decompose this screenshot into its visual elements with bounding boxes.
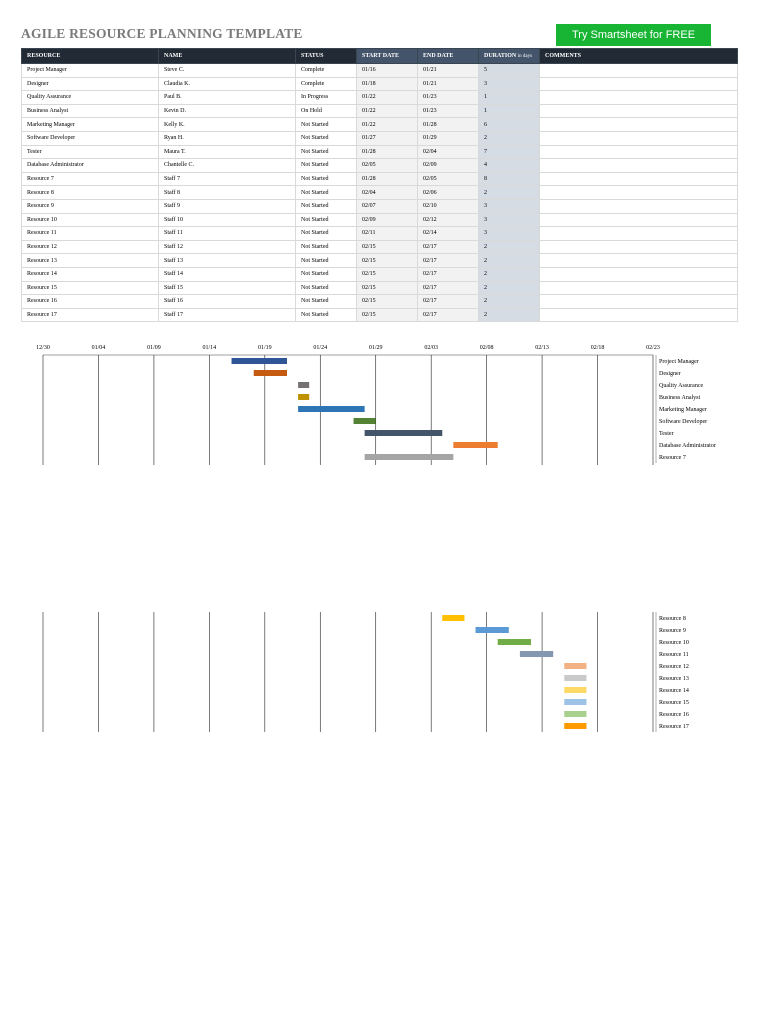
cell-resource: Resource 13 bbox=[22, 254, 159, 268]
cell-comments[interactable] bbox=[540, 254, 738, 268]
header-status: STATUS bbox=[296, 49, 357, 64]
gantt-bar bbox=[365, 430, 443, 436]
cell-end-date: 02/05 bbox=[418, 172, 479, 186]
cell-start-date: 02/15 bbox=[357, 295, 418, 309]
cell-end-date: 01/21 bbox=[418, 77, 479, 91]
cell-duration: 1 bbox=[479, 91, 540, 105]
cell-status: Not Started bbox=[296, 281, 357, 295]
table-body bbox=[22, 64, 738, 322]
cell-name: Staff 12 bbox=[159, 240, 296, 254]
header-resource: RESOURCE bbox=[22, 49, 159, 64]
table-row bbox=[22, 64, 738, 78]
cell-duration: 1 bbox=[479, 104, 540, 118]
gantt-bar bbox=[520, 651, 553, 657]
cell-name: Staff 10 bbox=[159, 213, 296, 227]
cell-start-date: 02/04 bbox=[357, 186, 418, 200]
header-end-date: END DATE bbox=[418, 49, 479, 64]
cell-status: Not Started bbox=[296, 199, 357, 213]
gantt-tick-label: 01/04 bbox=[91, 345, 106, 351]
cell-duration: 6 bbox=[479, 118, 540, 132]
cell-resource: Designer bbox=[22, 77, 159, 91]
gantt-bar-label: Resource 10 bbox=[659, 640, 689, 646]
cell-resource: Resource 9 bbox=[22, 199, 159, 213]
cell-status: Not Started bbox=[296, 295, 357, 309]
cell-duration: 3 bbox=[479, 199, 540, 213]
cell-end-date: 02/14 bbox=[418, 227, 479, 241]
cell-status: Not Started bbox=[296, 172, 357, 186]
gantt-top-svg bbox=[0, 340, 768, 475]
gantt-bar bbox=[354, 418, 376, 424]
table-row bbox=[22, 227, 738, 241]
gantt-tick-label: 01/24 bbox=[313, 345, 328, 351]
cell-resource: Resource 16 bbox=[22, 295, 159, 309]
cell-status: Not Started bbox=[296, 267, 357, 281]
cell-comments[interactable] bbox=[540, 64, 738, 78]
cell-name: Steve C. bbox=[159, 64, 296, 78]
cell-comments[interactable] bbox=[540, 172, 738, 186]
cell-end-date: 02/10 bbox=[418, 199, 479, 213]
gantt-tick-label: 01/14 bbox=[202, 345, 217, 351]
cell-name: Staff 8 bbox=[159, 186, 296, 200]
gantt-bar-label: Resource 9 bbox=[659, 628, 686, 634]
cell-end-date: 02/17 bbox=[418, 267, 479, 281]
gantt-bar bbox=[564, 675, 586, 681]
cell-duration: 2 bbox=[479, 254, 540, 268]
gantt-tick-label: 01/19 bbox=[257, 345, 272, 351]
gantt-bar-label: Marketing Manager bbox=[659, 407, 707, 413]
table-row bbox=[22, 131, 738, 145]
cell-name: Staff 14 bbox=[159, 267, 296, 281]
cell-duration: 4 bbox=[479, 159, 540, 173]
table-row bbox=[22, 145, 738, 159]
header-start-date: START DATE bbox=[357, 49, 418, 64]
cell-duration: 7 bbox=[479, 145, 540, 159]
gantt-tick-label: 02/03 bbox=[424, 345, 439, 351]
cell-duration: 2 bbox=[479, 131, 540, 145]
table-row bbox=[22, 213, 738, 227]
cell-end-date: 02/09 bbox=[418, 159, 479, 173]
cell-end-date: 01/28 bbox=[418, 118, 479, 132]
cell-comments[interactable] bbox=[540, 104, 738, 118]
cell-comments[interactable] bbox=[540, 308, 738, 322]
gantt-bar bbox=[564, 699, 586, 705]
cell-end-date: 02/06 bbox=[418, 186, 479, 200]
cell-comments[interactable] bbox=[540, 91, 738, 105]
gantt-bar-label: Project Manager bbox=[659, 359, 699, 365]
cell-status: Not Started bbox=[296, 159, 357, 173]
cell-name: Staff 9 bbox=[159, 199, 296, 213]
cell-start-date: 01/28 bbox=[357, 145, 418, 159]
table-row bbox=[22, 308, 738, 322]
cell-status: On Hold bbox=[296, 104, 357, 118]
table-row bbox=[22, 118, 738, 132]
cell-name: Staff 15 bbox=[159, 281, 296, 295]
gantt-bar bbox=[442, 615, 464, 621]
gantt-bar-label: Resource 11 bbox=[659, 652, 689, 658]
cell-name: Staff 11 bbox=[159, 227, 296, 241]
cell-resource: Resource 8 bbox=[22, 186, 159, 200]
cell-duration: 8 bbox=[479, 172, 540, 186]
cell-end-date: 01/23 bbox=[418, 91, 479, 105]
cell-status: Not Started bbox=[296, 213, 357, 227]
gantt-bar-label: Resource 7 bbox=[659, 455, 686, 461]
cell-resource: Resource 11 bbox=[22, 227, 159, 241]
cell-status: Complete bbox=[296, 64, 357, 78]
cell-start-date: 01/28 bbox=[357, 172, 418, 186]
gantt-bar bbox=[254, 370, 287, 376]
gantt-bar-label: Resource 16 bbox=[659, 712, 689, 718]
cell-duration: 2 bbox=[479, 295, 540, 309]
gantt-bar-label: Resource 12 bbox=[659, 664, 689, 670]
table-row bbox=[22, 77, 738, 91]
cell-resource: Business Analyst bbox=[22, 104, 159, 118]
gantt-bar bbox=[232, 358, 287, 364]
cell-resource: Project Manager bbox=[22, 64, 159, 78]
gantt-chart-bottom bbox=[0, 610, 768, 735]
cell-comments[interactable] bbox=[540, 118, 738, 132]
gantt-tick-label: 01/29 bbox=[368, 345, 383, 351]
cell-duration: 3 bbox=[479, 227, 540, 241]
gantt-bottom-svg bbox=[0, 610, 768, 735]
gantt-bar bbox=[564, 687, 586, 693]
cell-resource: Tester bbox=[22, 145, 159, 159]
header-duration-label: DURATION bbox=[484, 53, 517, 59]
cell-start-date: 02/09 bbox=[357, 213, 418, 227]
table-row bbox=[22, 199, 738, 213]
cell-resource: Marketing Manager bbox=[22, 118, 159, 132]
cell-resource: Resource 17 bbox=[22, 308, 159, 322]
cell-start-date: 02/15 bbox=[357, 267, 418, 281]
cell-resource: Resource 15 bbox=[22, 281, 159, 295]
cell-comments[interactable] bbox=[540, 213, 738, 227]
header-comments: COMMENTS bbox=[540, 49, 738, 64]
cell-start-date: 02/15 bbox=[357, 281, 418, 295]
gantt-bar-label: Software Developer bbox=[659, 419, 708, 425]
gantt-bar-label: Database Administrator bbox=[659, 443, 716, 449]
gantt-bar bbox=[298, 394, 309, 400]
cell-name: Staff 13 bbox=[159, 254, 296, 268]
cell-end-date: 02/04 bbox=[418, 145, 479, 159]
table-row bbox=[22, 186, 738, 200]
cell-duration: 3 bbox=[479, 77, 540, 91]
gantt-bar bbox=[564, 723, 586, 729]
cell-duration: 5 bbox=[479, 64, 540, 78]
gantt-bar-label: Resource 14 bbox=[659, 688, 689, 694]
cell-duration: 3 bbox=[479, 213, 540, 227]
cell-start-date: 02/05 bbox=[357, 159, 418, 173]
cell-end-date: 01/29 bbox=[418, 131, 479, 145]
cell-start-date: 01/16 bbox=[357, 64, 418, 78]
cell-start-date: 02/15 bbox=[357, 240, 418, 254]
gantt-bar-label: Business Analyst bbox=[659, 395, 701, 401]
cell-comments[interactable] bbox=[540, 227, 738, 241]
gantt-bar bbox=[453, 442, 497, 448]
cell-resource: Resource 10 bbox=[22, 213, 159, 227]
table-row bbox=[22, 267, 738, 281]
cell-status: Not Started bbox=[296, 145, 357, 159]
gantt-bar-label: Resource 17 bbox=[659, 724, 689, 730]
cell-name: Staff 17 bbox=[159, 308, 296, 322]
cell-comments[interactable] bbox=[540, 281, 738, 295]
cell-status: In Progress bbox=[296, 91, 357, 105]
cell-duration: 2 bbox=[479, 267, 540, 281]
cell-name: Paul B. bbox=[159, 91, 296, 105]
cell-name: Kevin D. bbox=[159, 104, 296, 118]
cell-end-date: 01/21 bbox=[418, 64, 479, 78]
cell-resource: Resource 14 bbox=[22, 267, 159, 281]
header-duration-unit: in days bbox=[517, 54, 533, 59]
page-title: AGILE RESOURCE PLANNING TEMPLATE bbox=[21, 26, 303, 41]
gantt-tick-label: 12/30 bbox=[36, 345, 50, 351]
table-row bbox=[22, 240, 738, 254]
cell-comments[interactable] bbox=[540, 77, 738, 91]
cell-start-date: 01/27 bbox=[357, 131, 418, 145]
gantt-tick-label: 02/23 bbox=[646, 345, 660, 351]
cell-duration: 2 bbox=[479, 308, 540, 322]
table-row bbox=[22, 281, 738, 295]
cell-comments[interactable] bbox=[540, 240, 738, 254]
cell-status: Not Started bbox=[296, 118, 357, 132]
cell-end-date: 02/17 bbox=[418, 281, 479, 295]
cell-resource: Software Developer bbox=[22, 131, 159, 145]
cell-end-date: 02/17 bbox=[418, 295, 479, 309]
cell-comments[interactable] bbox=[540, 145, 738, 159]
cell-status: Not Started bbox=[296, 131, 357, 145]
table-row bbox=[22, 254, 738, 268]
cell-start-date: 01/22 bbox=[357, 118, 418, 132]
cell-resource: Quality Assurance bbox=[22, 91, 159, 105]
gantt-chart-top bbox=[0, 340, 768, 475]
table-row bbox=[22, 295, 738, 309]
gantt-tick-label: 02/18 bbox=[590, 345, 605, 351]
cell-start-date: 01/22 bbox=[357, 91, 418, 105]
table-row bbox=[22, 104, 738, 118]
cell-start-date: 02/11 bbox=[357, 227, 418, 241]
cell-name: Staff 16 bbox=[159, 295, 296, 309]
table-row bbox=[22, 91, 738, 105]
cell-comments[interactable] bbox=[540, 295, 738, 309]
cell-status: Not Started bbox=[296, 308, 357, 322]
cell-end-date: 02/17 bbox=[418, 240, 479, 254]
header-name: NAME bbox=[159, 49, 296, 64]
cell-comments[interactable] bbox=[540, 267, 738, 281]
cell-duration: 2 bbox=[479, 281, 540, 295]
gantt-bar bbox=[498, 639, 531, 645]
cell-name: Ryan H. bbox=[159, 131, 296, 145]
cell-name: Staff 7 bbox=[159, 172, 296, 186]
gantt-bar bbox=[298, 382, 309, 388]
cell-end-date: 02/17 bbox=[418, 308, 479, 322]
resource-table bbox=[21, 48, 738, 322]
cell-end-date: 01/23 bbox=[418, 104, 479, 118]
cell-name: Maura T. bbox=[159, 145, 296, 159]
try-smartsheet-button[interactable]: Try Smartsheet for FREE bbox=[556, 24, 711, 46]
gantt-tick-label: 02/13 bbox=[535, 345, 549, 351]
gantt-tick-label: 01/09 bbox=[147, 345, 161, 351]
gantt-bar bbox=[564, 663, 586, 669]
cell-start-date: 02/15 bbox=[357, 254, 418, 268]
gantt-bar-label: Tester bbox=[659, 431, 674, 437]
cell-name: Claudia K. bbox=[159, 77, 296, 91]
cell-end-date: 02/12 bbox=[418, 213, 479, 227]
cell-duration: 2 bbox=[479, 240, 540, 254]
cell-start-date: 01/22 bbox=[357, 104, 418, 118]
cell-comments[interactable] bbox=[540, 186, 738, 200]
cell-duration: 2 bbox=[479, 186, 540, 200]
cell-name: Kelly K. bbox=[159, 118, 296, 132]
cell-comments[interactable] bbox=[540, 131, 738, 145]
gantt-bar bbox=[476, 627, 509, 633]
gantt-bar-label: Resource 8 bbox=[659, 616, 686, 622]
table-header-row bbox=[22, 49, 738, 64]
table-row bbox=[22, 159, 738, 173]
gantt-tick-label: 02/08 bbox=[479, 345, 494, 351]
header-duration bbox=[479, 49, 540, 64]
cell-resource: Database Administrator bbox=[22, 159, 159, 173]
gantt-bar-label: Resource 13 bbox=[659, 676, 689, 682]
gantt-bar bbox=[564, 711, 586, 717]
cell-status: Not Started bbox=[296, 254, 357, 268]
gantt-bar bbox=[365, 454, 454, 460]
gantt-bar-label: Quality Assurance bbox=[659, 383, 704, 389]
cell-resource: Resource 12 bbox=[22, 240, 159, 254]
cell-end-date: 02/17 bbox=[418, 254, 479, 268]
cell-name: Chantelle C. bbox=[159, 159, 296, 173]
gantt-bar bbox=[298, 406, 365, 412]
cell-start-date: 02/07 bbox=[357, 199, 418, 213]
gantt-bar-label: Resource 15 bbox=[659, 700, 689, 706]
gantt-bar-label: Designer bbox=[659, 371, 681, 377]
cell-status: Not Started bbox=[296, 240, 357, 254]
cell-comments[interactable] bbox=[540, 159, 738, 173]
cell-status: Not Started bbox=[296, 186, 357, 200]
table-row bbox=[22, 172, 738, 186]
cell-resource: Resource 7 bbox=[22, 172, 159, 186]
cell-comments[interactable] bbox=[540, 199, 738, 213]
cell-start-date: 01/18 bbox=[357, 77, 418, 91]
cell-status: Complete bbox=[296, 77, 357, 91]
cell-start-date: 02/15 bbox=[357, 308, 418, 322]
cell-status: Not Started bbox=[296, 227, 357, 241]
